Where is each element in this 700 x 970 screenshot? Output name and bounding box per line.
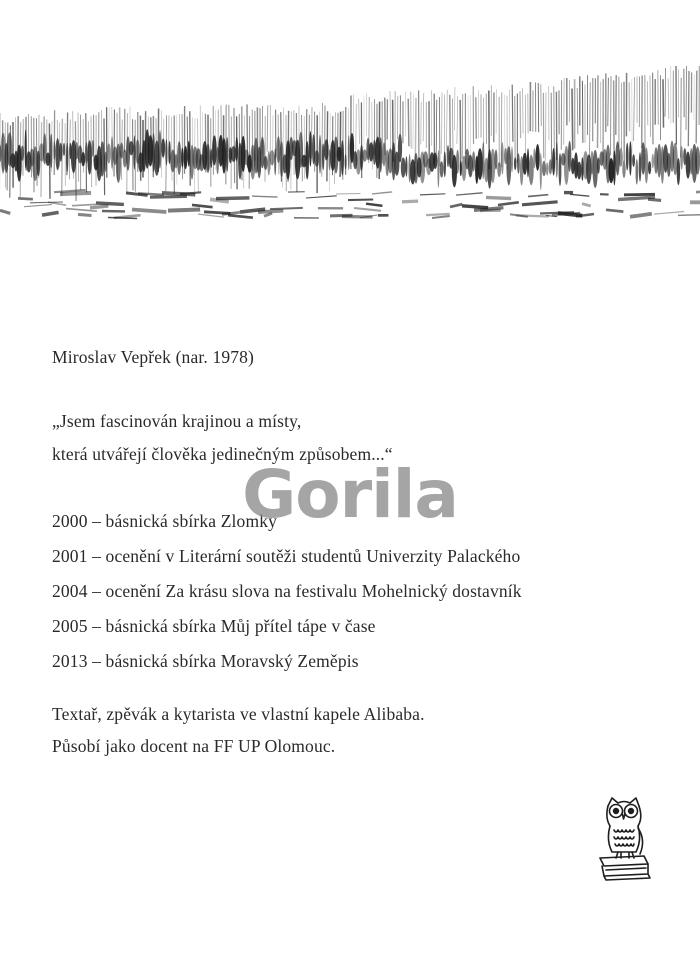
timeline-item: 2001 – ocenění v Literární soutěži studentů Univerzity Palackého (52, 546, 521, 566)
watermark: Gorila (242, 456, 458, 533)
timeline-item: 2004 – ocenění Za krásu slova na festivalu Mohelnický dostavník (52, 581, 522, 601)
author-name: Miroslav Vepřek (nar. 1978) (52, 347, 255, 367)
timeline-item: 2005 – básnická sbírka Můj přítel tápe v čase (52, 616, 376, 636)
timeline-item: 2013 – básnická sbírka Moravský Zeměpis (52, 651, 359, 671)
quote-line-1: „Jsem fascinován krajinou a místy, (52, 411, 302, 431)
owl-on-books-icon (596, 792, 652, 884)
quote-line-2: která utvářejí člověka jedinečným způsobem...“ (52, 444, 393, 464)
timeline-item: 2000 – básnická sbírka Zlomky (52, 511, 278, 531)
ink-landscape-illustration (0, 60, 700, 232)
bio-line-1: Textař, zpěvák a kytarista ve vlastní kapele Alibaba. (52, 704, 425, 724)
bio-line-2: Působí jako docent na FF UP Olomouc. (52, 736, 336, 756)
